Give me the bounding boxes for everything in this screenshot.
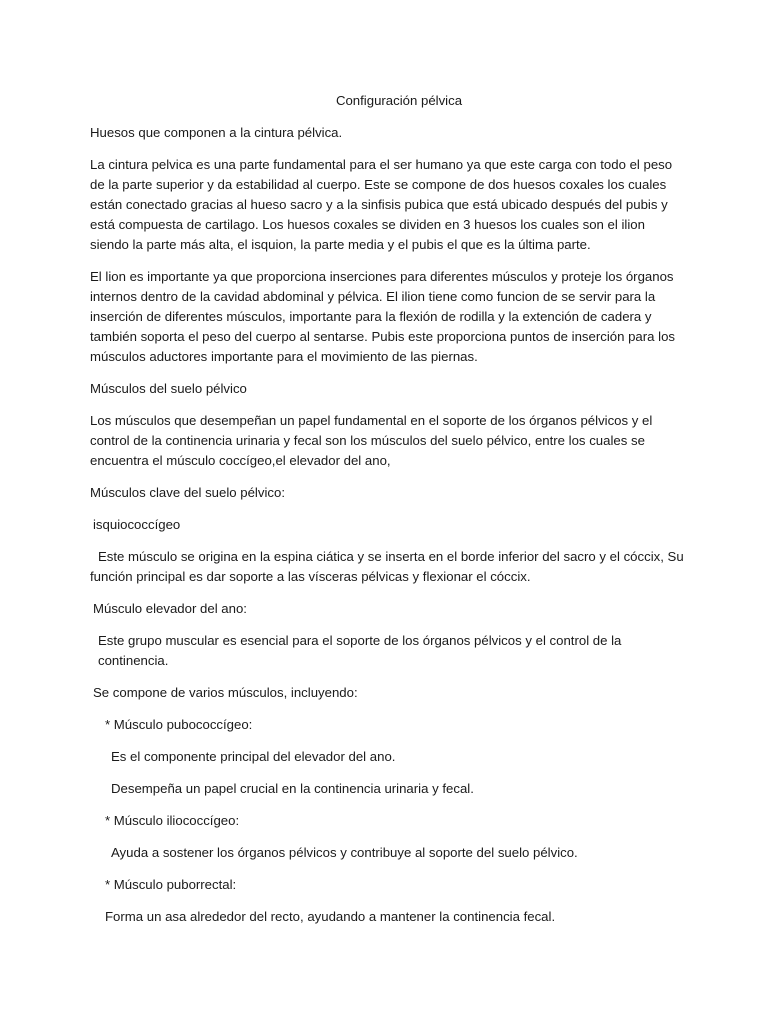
paragraph-se-compone: Se compone de varios músculos, incluyendo:: [93, 685, 358, 700]
bullet-iliococcigeo: * Músculo iliococcígeo:: [105, 813, 240, 828]
bullet-pubococcigeo: * Músculo pubococcígeo:: [105, 717, 253, 732]
paragraph-pubococcigeo-1: Es el componente principal del elevador del ano.: [111, 749, 396, 764]
paragraph-cintura-pelvica: La cintura pelvica es una parte fundamental para el ser humano ya que este carga con todo el peso de la parte superior y da estabilidad al cuerpo. Este se compone de dos huesos coxales los cuales están conectado gracias al hueso sacro y a la sinfisis pubica que está ubicado después del pubis y está compuesta de cartilago. Los huesos coxales se dividen en 3 huesos los cuales son el ilion siendo la parte más alta, el isquion, la parte media y el pubis el que es la última parte.: [90, 157, 673, 252]
section-heading-musculos-suelo: Músculos del suelo pélvico: [90, 381, 247, 396]
document-body: [90, 91, 686, 939]
paragraph-ilion: El lion es importante ya que proporciona inserciones para diferentes músculos y proteje los órganos internos dentro de la cavidad abdominal y pélvica. El ilion tiene como funcion de se servir para la inserción de diferentes músculos, importante para la flexión de rodilla y la extención de cadera y también soporta el peso del cuerpo al sentarse. Pubis este proporciona puntos de inserción para los músculos aductores importante para el movimiento de las piernas.: [90, 269, 676, 364]
paragraph-puborrectal: Forma un asa alrededor del recto, ayudando a mantener la continencia fecal.: [105, 909, 556, 924]
paragraph-elevador-ano: Este grupo muscular es esencial para el soporte de los órganos pélvicos y el control de la continencia.: [98, 633, 622, 668]
section-heading-huesos: Huesos que componen a la cintura pélvica.: [90, 125, 343, 140]
section-heading-musculos-clave: Músculos clave del suelo pélvico:: [90, 485, 285, 500]
subheading-isquiococcigeo: isquiococcígeo: [93, 517, 181, 532]
paragraph-isquiococcigeo: Este músculo se origina en la espina ciática y se inserta en el borde inferior del sacro y el cóccix, Su función principal es dar soporte a las vísceras pélvicas y flexionar el cóccix.: [90, 549, 684, 584]
paragraph-pubococcigeo-2: Desempeña un papel crucial en la continencia urinaria y fecal.: [111, 781, 474, 796]
document-title: Configuración pélvica: [335, 93, 463, 108]
subheading-elevador-ano: Músculo elevador del ano:: [93, 601, 247, 616]
paragraph-musculos-suelo: Los músculos que desempeñan un papel fundamental en el soporte de los órganos pélvicos y el control de la continencia urinaria y fecal son los músculos del suelo pélvico, entre los cuales se encuentra el músculo coccígeo,el elevador del ano,: [90, 413, 653, 468]
paragraph-iliococcigeo: Ayuda a sostener los órganos pélvicos y contribuye al soporte del suelo pélvico.: [111, 845, 578, 860]
bullet-puborrectal: * Músculo puborrectal:: [105, 877, 237, 892]
